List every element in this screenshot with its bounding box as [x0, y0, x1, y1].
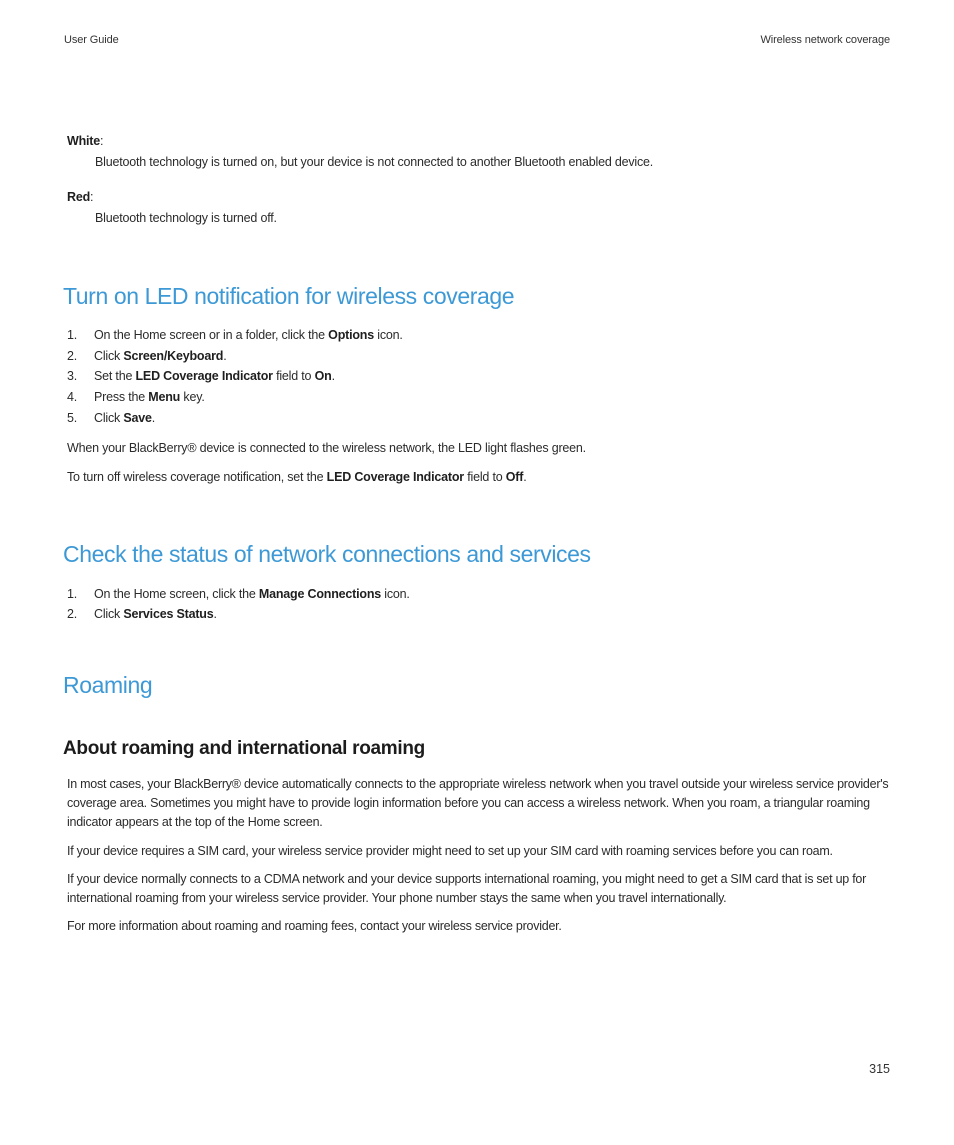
definition-desc-white: Bluetooth technology is turned on, but your device is not connected to another Bluetooth enabled device.	[95, 155, 654, 169]
list-item: 3. Set the LED Coverage Indicator field to On.	[67, 369, 335, 383]
list-item: 1. On the Home screen, click the Manage Connections icon.	[67, 587, 410, 601]
list-item: 1. On the Home screen or in a folder, click the Options icon.	[67, 328, 403, 342]
led-off-note: To turn off wireless coverage notification, set the LED Coverage Indicator field to Off.	[67, 470, 527, 484]
heading-led-notification: Turn on LED notification for wireless coverage	[63, 283, 515, 309]
roaming-paragraph-3: If your device normally connects to a CDMA network and your device supports international roaming, you might need to get a SIM card that is set up for international roaming from your wireless service provider. Your phone number stays the same when you travel internationally.	[67, 872, 867, 905]
roaming-paragraph-1: In most cases, your BlackBerry® device automatically connects to the appropriate wireless network when you travel outside your wireless service provider's coverage area. Sometimes you might have to provide login information before you can access a wireless network. When you roam, a triangular roaming indicator appears at the top of the Home screen.	[67, 777, 889, 829]
led-note: When your BlackBerry® device is connected to the wireless network, the LED light flashes green.	[67, 441, 586, 455]
definition-term-red: Red:	[67, 190, 94, 204]
list-item: 5. Click Save.	[67, 411, 156, 425]
subheading-about-roaming: About roaming and international roaming	[63, 738, 425, 759]
page-number: 315	[869, 1062, 890, 1076]
definition-desc-red: Bluetooth technology is turned off.	[95, 211, 277, 225]
definition-term-white: White:	[67, 134, 104, 148]
header-right: Wireless network coverage	[760, 34, 890, 46]
heading-network-status: Check the status of network connections and services	[63, 541, 591, 567]
header-left: User Guide	[64, 34, 119, 46]
heading-roaming: Roaming	[63, 672, 153, 698]
list-item: 2. Click Services Status.	[67, 607, 217, 621]
list-item: 2. Click Screen/Keyboard.	[67, 349, 227, 363]
roaming-paragraph-4: For more information about roaming and roaming fees, contact your wireless service provider.	[67, 919, 562, 933]
list-item: 4. Press the Menu key.	[67, 390, 205, 404]
roaming-paragraph-2: If your device requires a SIM card, your wireless service provider might need to set up your SIM card with roaming services before you can roam.	[67, 844, 833, 858]
